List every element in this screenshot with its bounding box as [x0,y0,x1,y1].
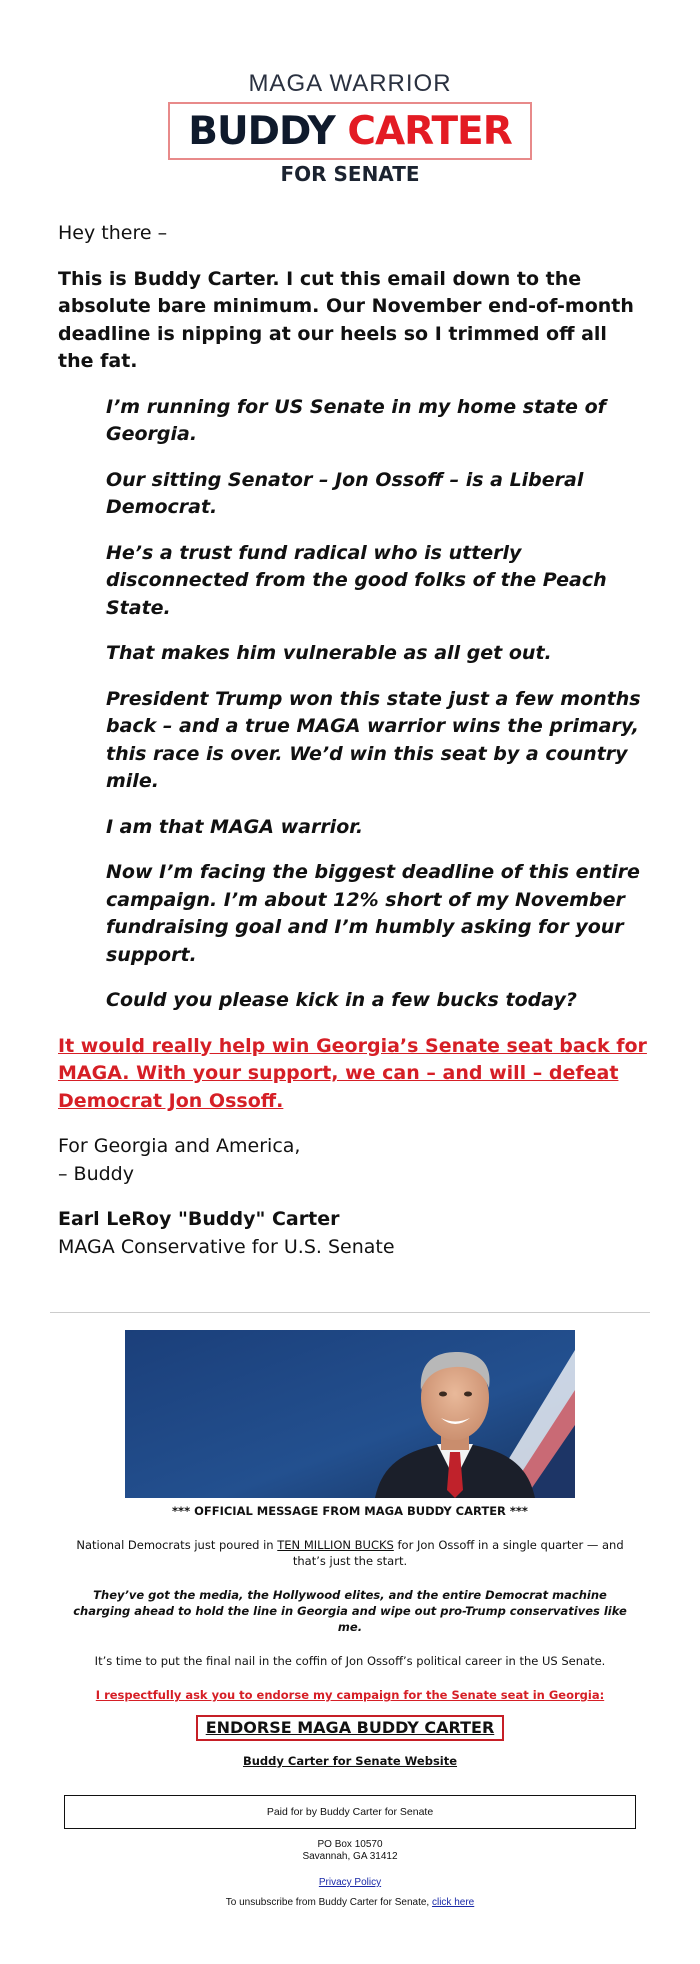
intro-paragraph: This is Buddy Carter. I cut this email down to the absolute bare minimum. Our November end-of-month deadline is nipping at our heels so I trimmed off all the fat. [58,267,634,372]
ten-million-link[interactable]: TEN MILLION BUCKS [277,1538,394,1552]
message-paragraph: He’s a trust fund radical who is utterly disconnected from the good folks of the Peach State. [106,541,607,619]
signature-name: Earl LeRoy "Buddy" Carter [58,1208,340,1230]
message-paragraph: Our sitting Senator – Jon Ossoff – is a Liberal Democrat. [106,468,584,518]
unsubscribe-line: To unsubscribe from Buddy Carter for Senate, click here [225,1897,475,1908]
message-paragraph: Could you please kick in a few bucks today? [106,989,577,1011]
logo-first-name: BUDDY [188,109,335,154]
message-paragraph: That makes him vulnerable as all get out. [106,642,552,664]
logo-name-box [168,102,532,160]
privacy-policy-link[interactable]: Privacy Policy [318,1877,382,1888]
footer-paragraph: It’s time to put the final nail in the coffin of Jon Ossoff’s political career in the US Senate. [94,1654,606,1668]
paid-for-disclaimer: Paid for by Buddy Carter for Senate [64,1795,636,1829]
message-paragraph: Now I’m facing the biggest deadline of this entire campaign. I’m about 12% short of my November fundraising goal and I’m humbly asking for your support. [106,861,640,966]
footer-italic-paragraph: They’ve got the media, the Hollywood elites, and the entire Democrat machine charging ahead to hold the line in Georgia and wipe out pro-Trump conservatives like me. [73,1588,627,1634]
candidate-banner-image [125,1330,575,1498]
candidate-portrait [125,1330,575,1498]
signoff-line: For Georgia and America, [58,1135,301,1157]
donate-cta-link[interactable]: It would really help win Georgia’s Senate seat back for MAGA. With your support, we can – and will – defeat Democrat Jon Ossoff. [58,1034,647,1112]
email-footer [70,1503,630,1911]
logo-subtitle: FOR SENATE [280,162,420,186]
signature [58,1206,648,1261]
logo-last-name: CARTER [347,109,512,154]
message-paragraph: President Trump won this state just a few months back – and a true MAGA warrior wins the primary, this race is over. We’d win this seat by a country mile. [106,687,641,792]
message-paragraph: I’m running for US Senate in my home state of Georgia. [106,395,606,445]
endorse-ask-link[interactable]: I respectfully ask you to endorse my campaign for the Senate seat in Georgia: [95,1688,605,1702]
website-link[interactable]: Buddy Carter for Senate Website [242,1754,458,1768]
signoff [58,1133,648,1188]
footer-paragraph: National Democrats just poured in TEN MILLION BUCKS for Jon Ossoff in a single quarter — and that’s just the start. [76,1538,624,1568]
mailing-address: PO Box 10570 Savannah, GA 31412 [302,1839,398,1862]
greeting: Hey there – [58,222,168,244]
section-divider [50,1312,650,1313]
indented-message [58,394,648,1015]
endorse-button[interactable]: ENDORSE MAGA BUDDY CARTER [196,1715,505,1741]
email-body [58,220,648,1261]
unsubscribe-link[interactable]: click here [431,1897,475,1908]
official-message-label: *** OFFICIAL MESSAGE FROM MAGA BUDDY CARTER *** [172,1504,528,1518]
logo-tagline: MAGA WARRIOR [248,70,452,97]
signoff-line: – Buddy [58,1162,134,1185]
message-paragraph: I am that MAGA warrior. [106,815,364,838]
signature-title: MAGA Conservative for U.S. Senate [58,1235,395,1258]
campaign-logo [0,70,700,186]
